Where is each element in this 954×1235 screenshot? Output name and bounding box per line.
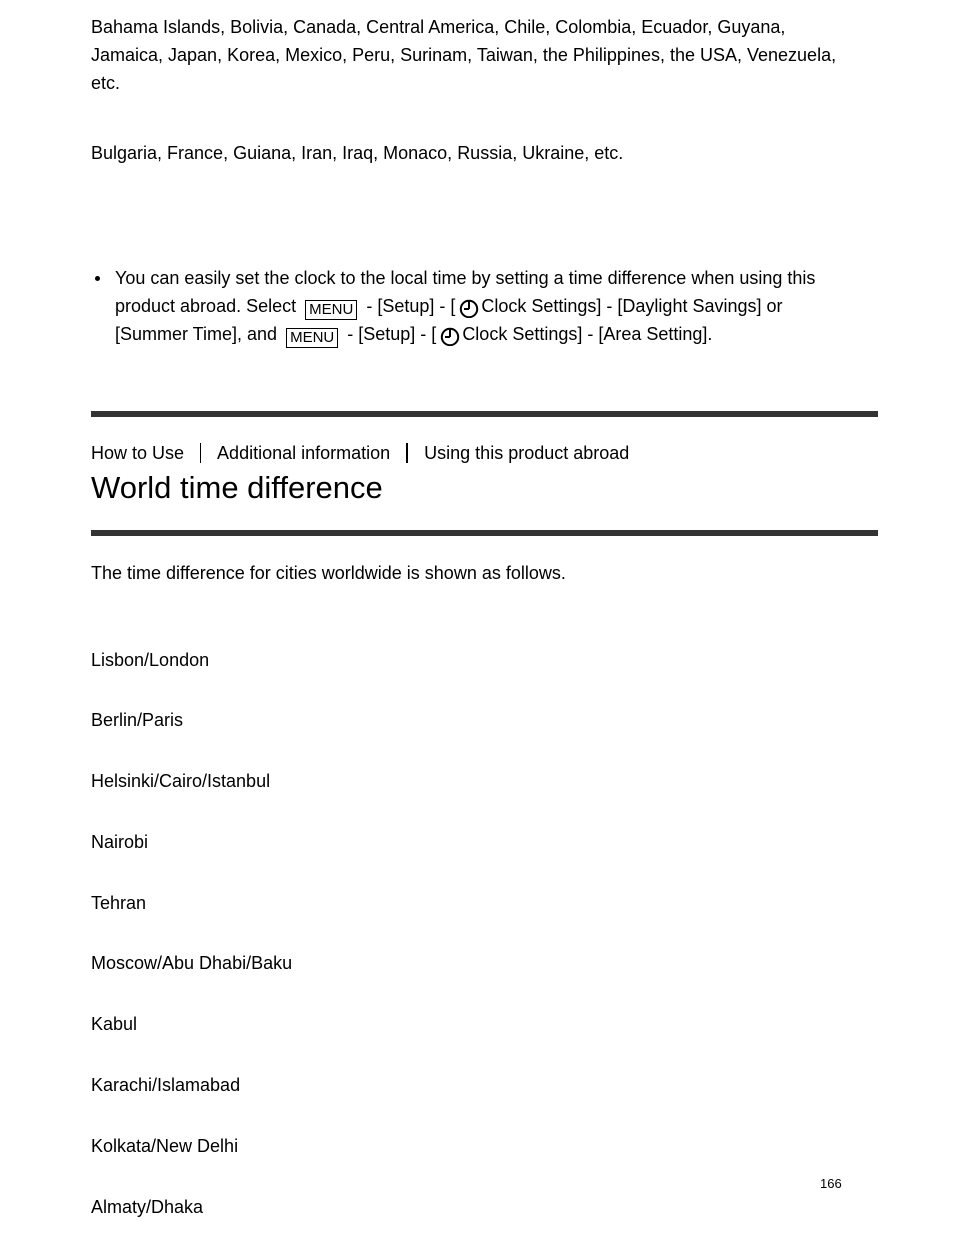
hint-list bbox=[91, 264, 878, 348]
city-item: Helsinki/Cairo/Istanbul bbox=[91, 771, 271, 791]
breadcrumb bbox=[91, 441, 629, 465]
city-item: Lisbon/London bbox=[91, 650, 210, 670]
city-item: Tehran bbox=[91, 893, 147, 913]
menu-button-icon: MENU bbox=[305, 300, 357, 320]
country-list-line: Bahama Islands, Bolivia, Canada, Central America, Chile, Colombia, Ecuador, Guyana, bbox=[91, 17, 786, 37]
hint-text: You can easily set the clock to the local time by setting a time difference when using this bbox=[115, 268, 816, 288]
city-item: Moscow/Abu Dhabi/Baku bbox=[91, 953, 293, 973]
hint-text: - [Setup] - [ bbox=[347, 324, 437, 344]
breadcrumb-item-additional-information[interactable]: Additional information bbox=[217, 443, 391, 463]
breadcrumb-item-how-to-use[interactable]: How to Use bbox=[91, 443, 185, 463]
clock-settings-icon bbox=[440, 326, 460, 346]
intro-text: The time difference for cities worldwide is shown as follows. bbox=[91, 563, 566, 583]
breadcrumb-separator bbox=[406, 443, 408, 463]
city-item: Berlin/Paris bbox=[91, 710, 184, 730]
page-number: 166 bbox=[820, 1176, 842, 1191]
country-list-paragraph-2 bbox=[91, 139, 623, 167]
city-item: Kolkata/New Delhi bbox=[91, 1136, 239, 1156]
hint-text: product abroad. Select bbox=[115, 296, 297, 316]
country-list-line: etc. bbox=[91, 73, 121, 93]
menu-button-icon: MENU bbox=[286, 328, 338, 348]
country-list-line: Bulgaria, France, Guiana, Iran, Iraq, Monaco, Russia, Ukraine, etc. bbox=[91, 143, 624, 163]
bullet-icon bbox=[95, 276, 100, 281]
section-divider-bottom bbox=[91, 530, 878, 536]
clock-settings-icon bbox=[459, 298, 479, 318]
country-list-paragraph bbox=[91, 13, 836, 97]
hint-text: Clock Settings] - [Area Setting]. bbox=[462, 324, 713, 344]
section-divider-top bbox=[91, 411, 878, 417]
hint-text: - [Setup] - [ bbox=[366, 296, 456, 316]
page-title: World time difference bbox=[91, 470, 383, 505]
city-item: Kabul bbox=[91, 1014, 138, 1034]
hint-text: [Summer Time], and bbox=[115, 324, 278, 344]
city-item: Karachi/Islamabad bbox=[91, 1075, 241, 1095]
hint-item bbox=[91, 264, 878, 348]
hint-text: Clock Settings] - [Daylight Savings] or bbox=[481, 296, 783, 316]
breadcrumb-separator bbox=[200, 443, 201, 463]
breadcrumb-item-using-abroad[interactable]: Using this product abroad bbox=[424, 443, 630, 463]
country-list-line: Jamaica, Japan, Korea, Mexico, Peru, Surinam, Taiwan, the Philippines, the USA, Venezuela, bbox=[91, 45, 837, 65]
city-item: Almaty/Dhaka bbox=[91, 1197, 204, 1217]
city-item: Nairobi bbox=[91, 832, 149, 852]
